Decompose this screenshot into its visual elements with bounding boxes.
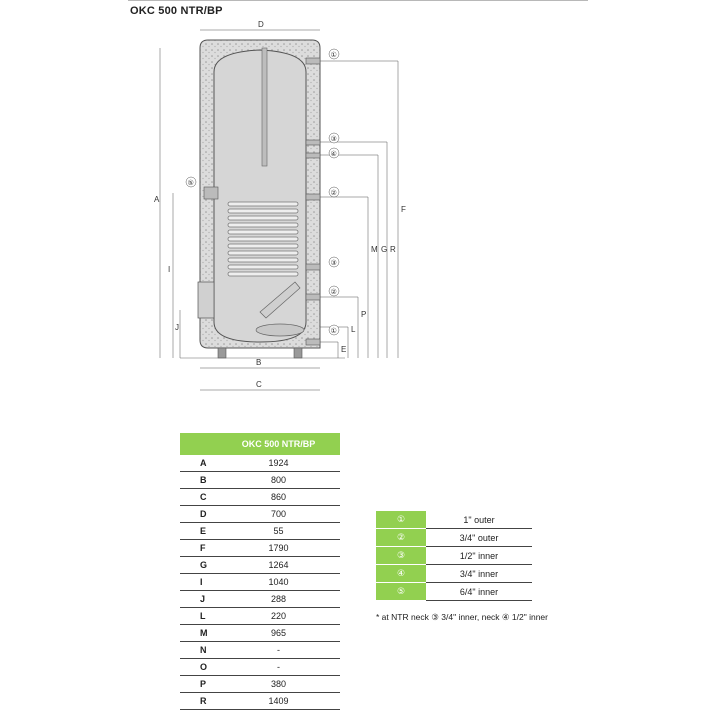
row-key: L bbox=[180, 608, 217, 625]
row-key: F bbox=[180, 540, 217, 557]
row-value: 1790 bbox=[217, 540, 340, 557]
row-key: R bbox=[180, 693, 217, 710]
connection-size: 3/4" outer bbox=[426, 529, 532, 547]
right-foot bbox=[294, 348, 302, 358]
row-key: G bbox=[180, 557, 217, 574]
row-key: B bbox=[180, 472, 217, 489]
connection-size: 3/4" inner bbox=[426, 565, 532, 583]
connection-symbol: ⑤ bbox=[376, 583, 426, 601]
row-value: 220 bbox=[217, 608, 340, 625]
row-value: 700 bbox=[217, 506, 340, 523]
footnote: * at NTR neck ③ 3/4" inner, neck ④ 1/2" inner bbox=[376, 612, 548, 622]
row-value: - bbox=[217, 659, 340, 676]
row-key: P bbox=[180, 676, 217, 693]
row-value: 1040 bbox=[217, 574, 340, 591]
table-row bbox=[180, 591, 340, 608]
marker-2-top: ② bbox=[330, 189, 337, 197]
dim-label-p: P bbox=[361, 310, 367, 319]
inspection-flange bbox=[256, 324, 304, 336]
row-key: O bbox=[180, 659, 217, 676]
left-foot bbox=[218, 348, 226, 358]
connection-size: 1/2" inner bbox=[426, 547, 532, 565]
dim-label-e: E bbox=[341, 345, 347, 354]
table-row bbox=[376, 511, 532, 529]
connection-size: 6/4" inner bbox=[426, 583, 532, 601]
table-row bbox=[180, 489, 340, 506]
marker-3-bottom: ③ bbox=[330, 259, 337, 267]
table-row bbox=[180, 625, 340, 642]
dim-label-i: I bbox=[168, 265, 171, 274]
table-row bbox=[180, 574, 340, 591]
side-flange bbox=[198, 282, 214, 318]
table-row bbox=[180, 557, 340, 574]
connection-symbol: ① bbox=[376, 511, 426, 529]
table-row bbox=[376, 565, 532, 583]
row-value: 1264 bbox=[217, 557, 340, 574]
connections-table bbox=[376, 511, 532, 601]
row-value: - bbox=[217, 642, 340, 659]
row-value: 1409 bbox=[217, 693, 340, 710]
row-key: A bbox=[180, 455, 217, 472]
table-row bbox=[376, 583, 532, 601]
dim-label-g: G bbox=[381, 245, 388, 254]
table-row bbox=[180, 472, 340, 489]
table-row bbox=[180, 642, 340, 659]
table-row bbox=[180, 676, 340, 693]
table-row bbox=[180, 659, 340, 676]
row-value: 380 bbox=[217, 676, 340, 693]
marker-1-top: ① bbox=[330, 51, 337, 59]
table-row bbox=[180, 506, 340, 523]
row-value: 55 bbox=[217, 523, 340, 540]
row-key: D bbox=[180, 506, 217, 523]
dim-label-m: M bbox=[371, 245, 378, 254]
dim-label-d: D bbox=[258, 20, 264, 29]
dims-header-blank bbox=[180, 433, 217, 455]
row-key: E bbox=[180, 523, 217, 540]
dim-label-l: L bbox=[351, 325, 356, 334]
row-key: C bbox=[180, 489, 217, 506]
table-row bbox=[376, 547, 532, 565]
top-rule bbox=[128, 0, 588, 1]
row-value: 965 bbox=[217, 625, 340, 642]
row-key: M bbox=[180, 625, 217, 642]
table-row bbox=[180, 455, 340, 472]
tank-drawing bbox=[120, 12, 420, 397]
row-value: 800 bbox=[217, 472, 340, 489]
table-row bbox=[180, 523, 340, 540]
connection-symbol: ④ bbox=[376, 565, 426, 583]
row-key: J bbox=[180, 591, 217, 608]
anode-rod bbox=[262, 48, 267, 166]
marker-3-top: ③ bbox=[330, 135, 337, 143]
dim-label-j: J bbox=[175, 323, 179, 332]
dim-label-r: R bbox=[390, 245, 396, 254]
dim-label-a: A bbox=[154, 195, 160, 204]
dims-header-model: OKC 500 NTR/BP bbox=[217, 433, 340, 455]
marker-5: ⑤ bbox=[187, 179, 194, 187]
connection-symbol: ② bbox=[376, 529, 426, 547]
table-row bbox=[180, 693, 340, 710]
connection-symbol: ③ bbox=[376, 547, 426, 565]
dim-label-f: F bbox=[401, 205, 406, 214]
table-row bbox=[180, 608, 340, 625]
connection-size: 1" outer bbox=[426, 511, 532, 529]
dim-label-c: C bbox=[256, 380, 262, 389]
row-key: N bbox=[180, 642, 217, 659]
heating-coil bbox=[228, 202, 298, 276]
row-value: 860 bbox=[217, 489, 340, 506]
dimensions-table bbox=[180, 433, 340, 710]
marker-1-bottom: ① bbox=[330, 327, 337, 335]
page-title: OKC 500 NTR/BP bbox=[130, 5, 223, 17]
row-key: I bbox=[180, 574, 217, 591]
row-value: 288 bbox=[217, 591, 340, 608]
row-value: 1924 bbox=[217, 455, 340, 472]
marker-2-bottom: ② bbox=[330, 288, 337, 296]
tank-body bbox=[214, 50, 306, 342]
table-row bbox=[376, 529, 532, 547]
marker-4: ④ bbox=[330, 150, 337, 158]
dim-label-b: B bbox=[256, 358, 262, 367]
table-row bbox=[180, 540, 340, 557]
